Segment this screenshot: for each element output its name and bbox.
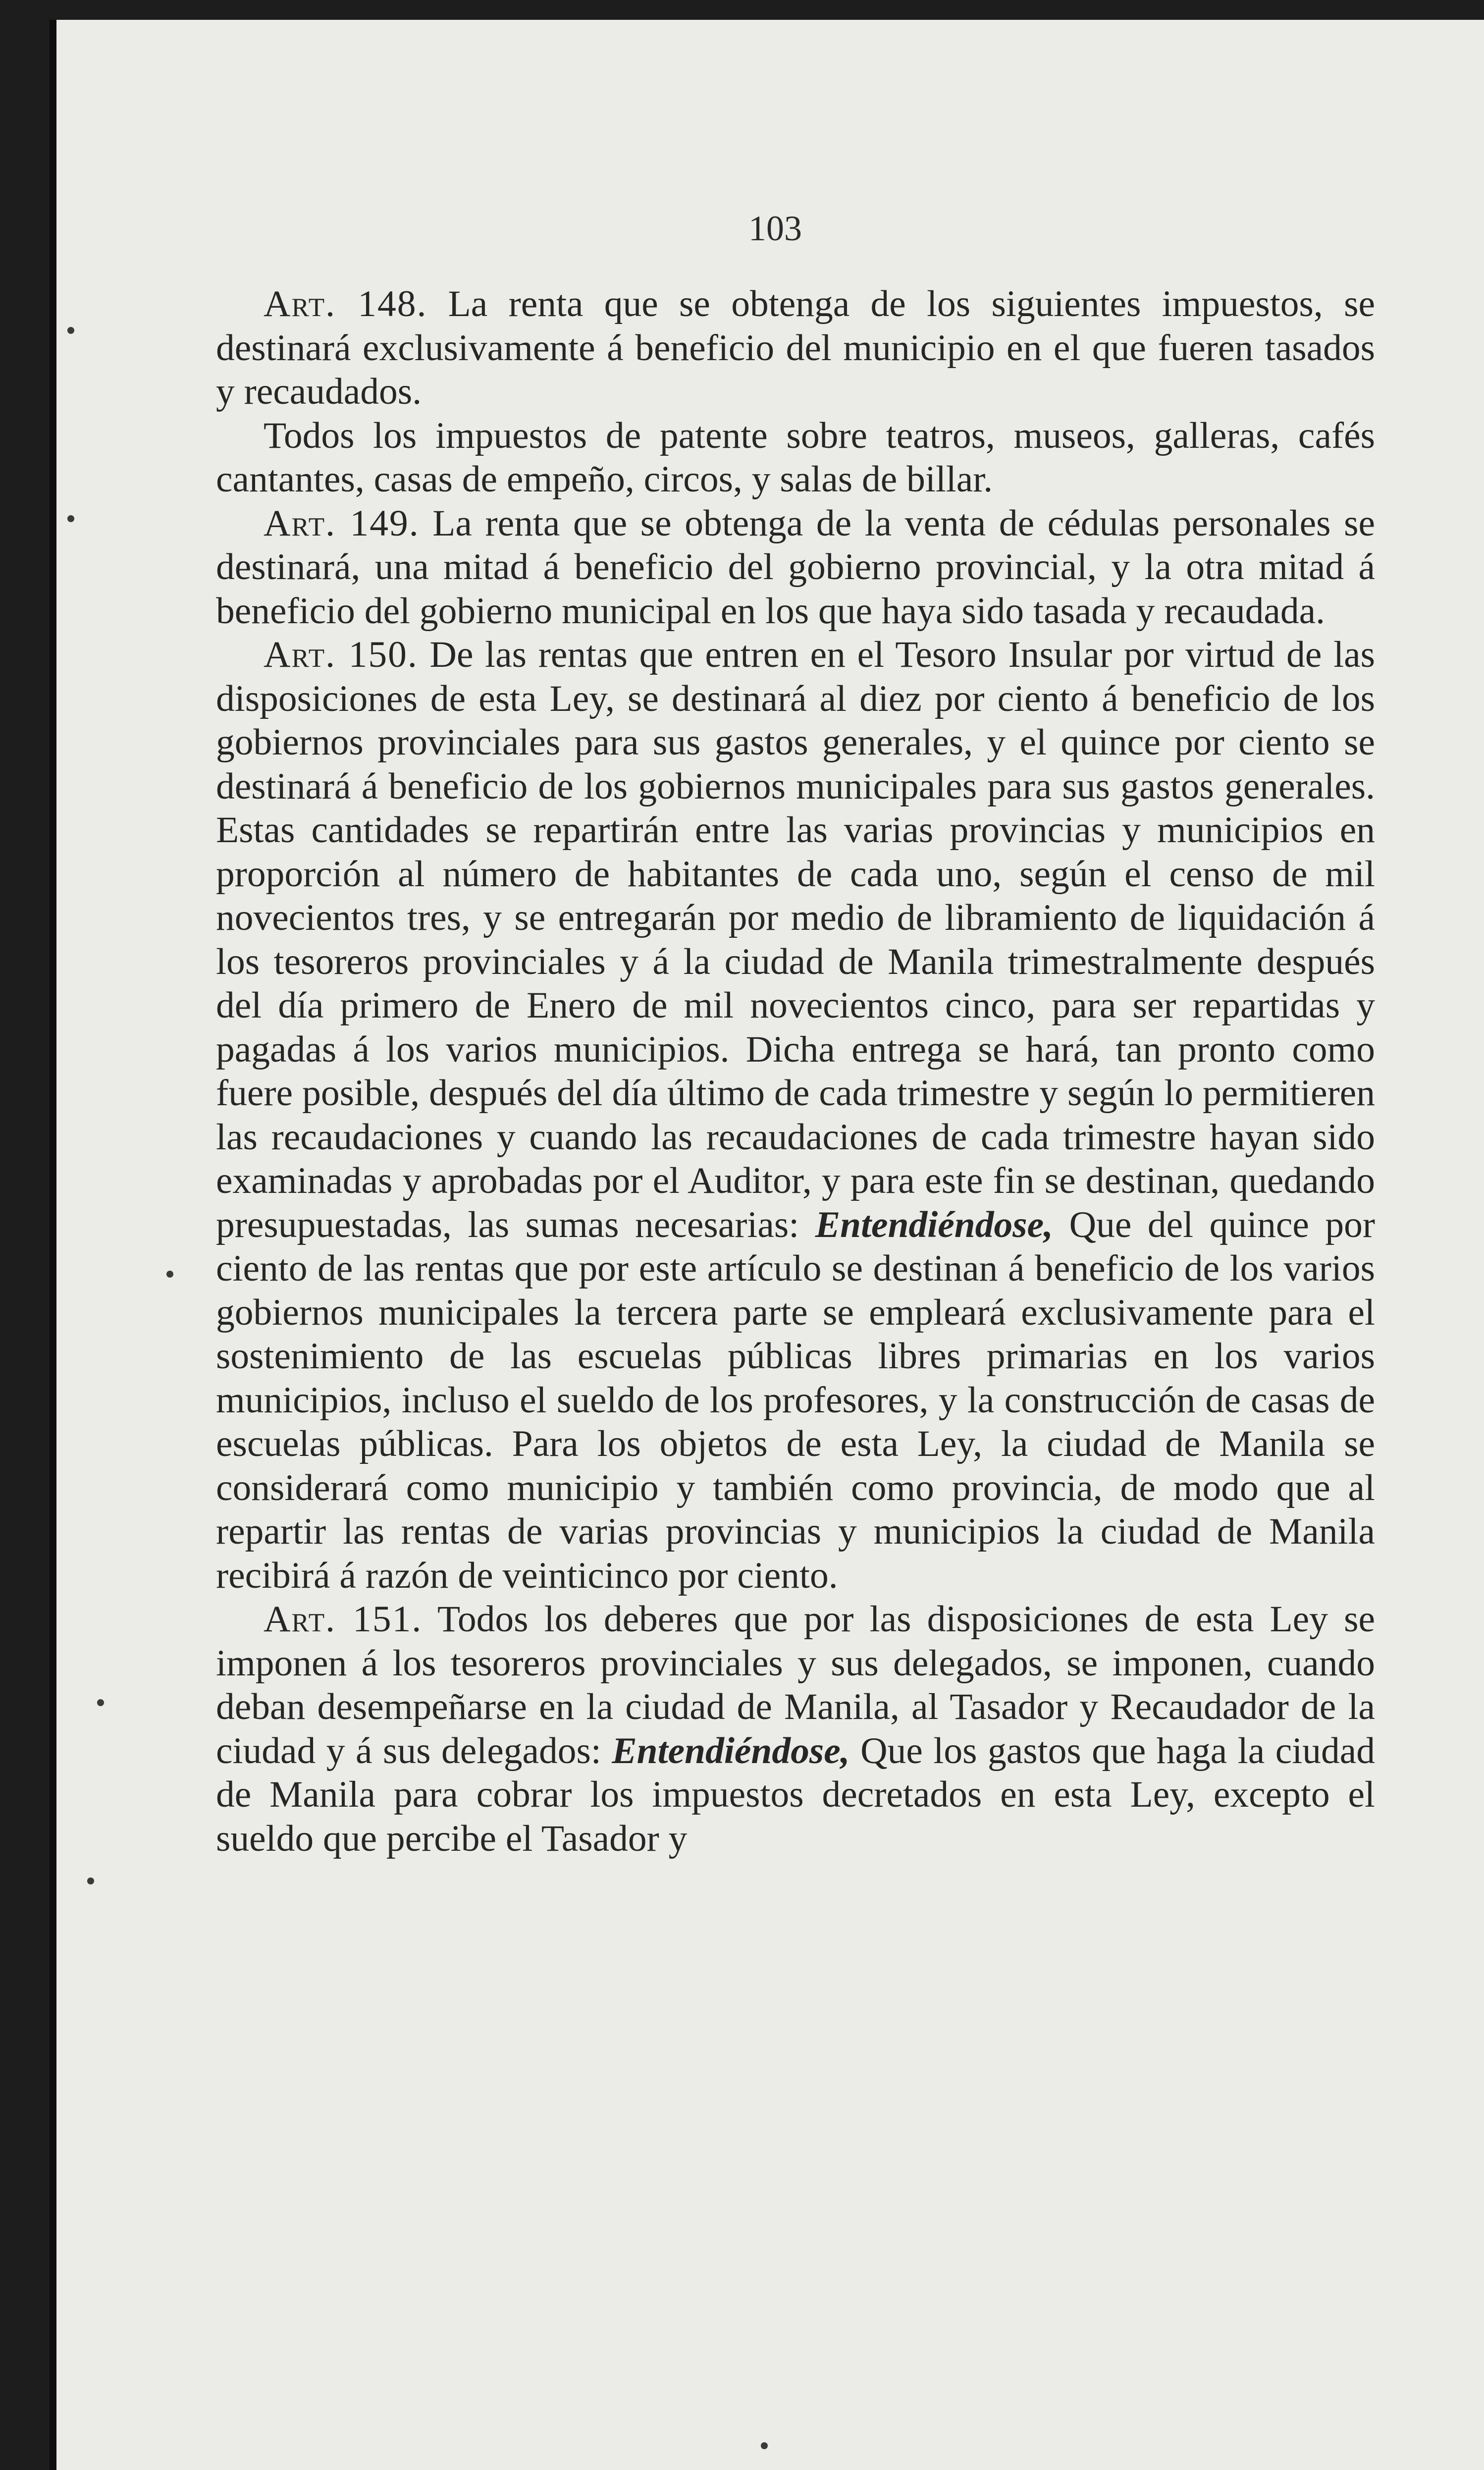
paragraph-art-148 (216, 282, 1375, 414)
margin-mark (87, 1878, 94, 1884)
margin-mark (67, 327, 74, 334)
article-label: Art. 151. (264, 1599, 423, 1640)
page-body (216, 282, 1375, 1861)
article-label: Art. 150. (264, 634, 418, 675)
article-label: Art. 149. (264, 502, 420, 544)
paragraph-text: Que del quince por ciento de las rentas que por este artículo se destinan á beneficio de los varios gobiernos municipales la tercera parte se empleará exclusivamente para el sostenimiento de las escuelas públicas libres primarias en los varios municipios, incluso el sueldo de los profesores, y la construcción de casas de escuelas públicas. Para los objetos de esta Ley, la ciudad de Manila se considerará como municipio y también como provincia, de modo que al repartir las rentas de varias provincias y municipios la ciudad de Manila recibirá á razón de veinticinco por ciento. (216, 1204, 1375, 1596)
article-label: Art. 148. (264, 283, 427, 324)
margin-mark (761, 2442, 768, 2449)
paragraph-text: De las rentas que entren en el Tesoro Insular por virtud de las disposiciones de esta Ley, se destinará al diez por ciento á beneficio de los gobiernos provinciales para sus gastos generales, y el quince por ciento se destinará á beneficio de los gobiernos municipales para sus gastos generales. Estas cantidades se repartirán entre las varias provincias y municipios en proporción al número de habitantes de cada uno, según el censo de mil novecientos tres, y se entregarán por medio de libramiento de liquidación á los tesoreros provinciales y á la ciudad de Manila trimestralmente después del día primero de Enero de mil novecientos cinco, para ser repartidas y pagadas á los varios municipios. Dicha entrega se hará, tan pronto como fuere posible, después del día último de cada trimestre y según lo permitieren las recaudaciones y cuando las recaudaciones de cada trimestre hayan sido examinadas y aprobadas por el Auditor, y para este fin se destinan, quedando presupuestadas, las sumas necesarias: (216, 634, 1375, 1245)
proviso-word: Entendiéndose, (612, 1730, 850, 1772)
paragraph-art-150 (216, 633, 1375, 1598)
proviso-word: Entendiéndose, (815, 1204, 1054, 1245)
paragraph-text: La renta que se obtenga de los siguientes impuestos, se destinará exclusivamente á beneficio del municipio en el que fueren tasados y recaudados. (216, 283, 1375, 412)
paragraph-art-151 (216, 1598, 1375, 1861)
paragraph-text: Que los gastos que haga la ciudad de Manila para cobrar los impuestos decretados en esta Ley, excepto el sueldo que percibe el Tasador y (216, 1730, 1375, 1859)
page-number: 103 (748, 209, 802, 248)
paragraph-text: La renta que se obtenga de la venta de cédulas personales se destinará, una mitad á beneficio del gobierno provincial, y la otra mitad á beneficio del gobierno municipal en los que haya sido tasada y recaudada. (216, 502, 1375, 632)
paragraph-art-149 (216, 502, 1375, 634)
margin-mark (166, 1271, 173, 1278)
margin-mark (67, 515, 74, 522)
paragraph-text: Todos los impuestos de patente sobre teatros, museos, galleras, cafés cantantes, casas de empeño, circos, y salas de billar. (216, 415, 1375, 500)
paragraph-text: Todos los deberes que por las disposiciones de esta Ley se imponen á los tesoreros provinciales y sus delegados, se imponen, cuando deban desempeñarse en la ciudad de Manila, al Tasador y Recaudador de la ciudad y á sus delegados: (216, 1599, 1375, 1772)
margin-mark (97, 1699, 104, 1706)
book-page (50, 20, 1484, 2470)
paragraph-tax-list (216, 414, 1375, 502)
